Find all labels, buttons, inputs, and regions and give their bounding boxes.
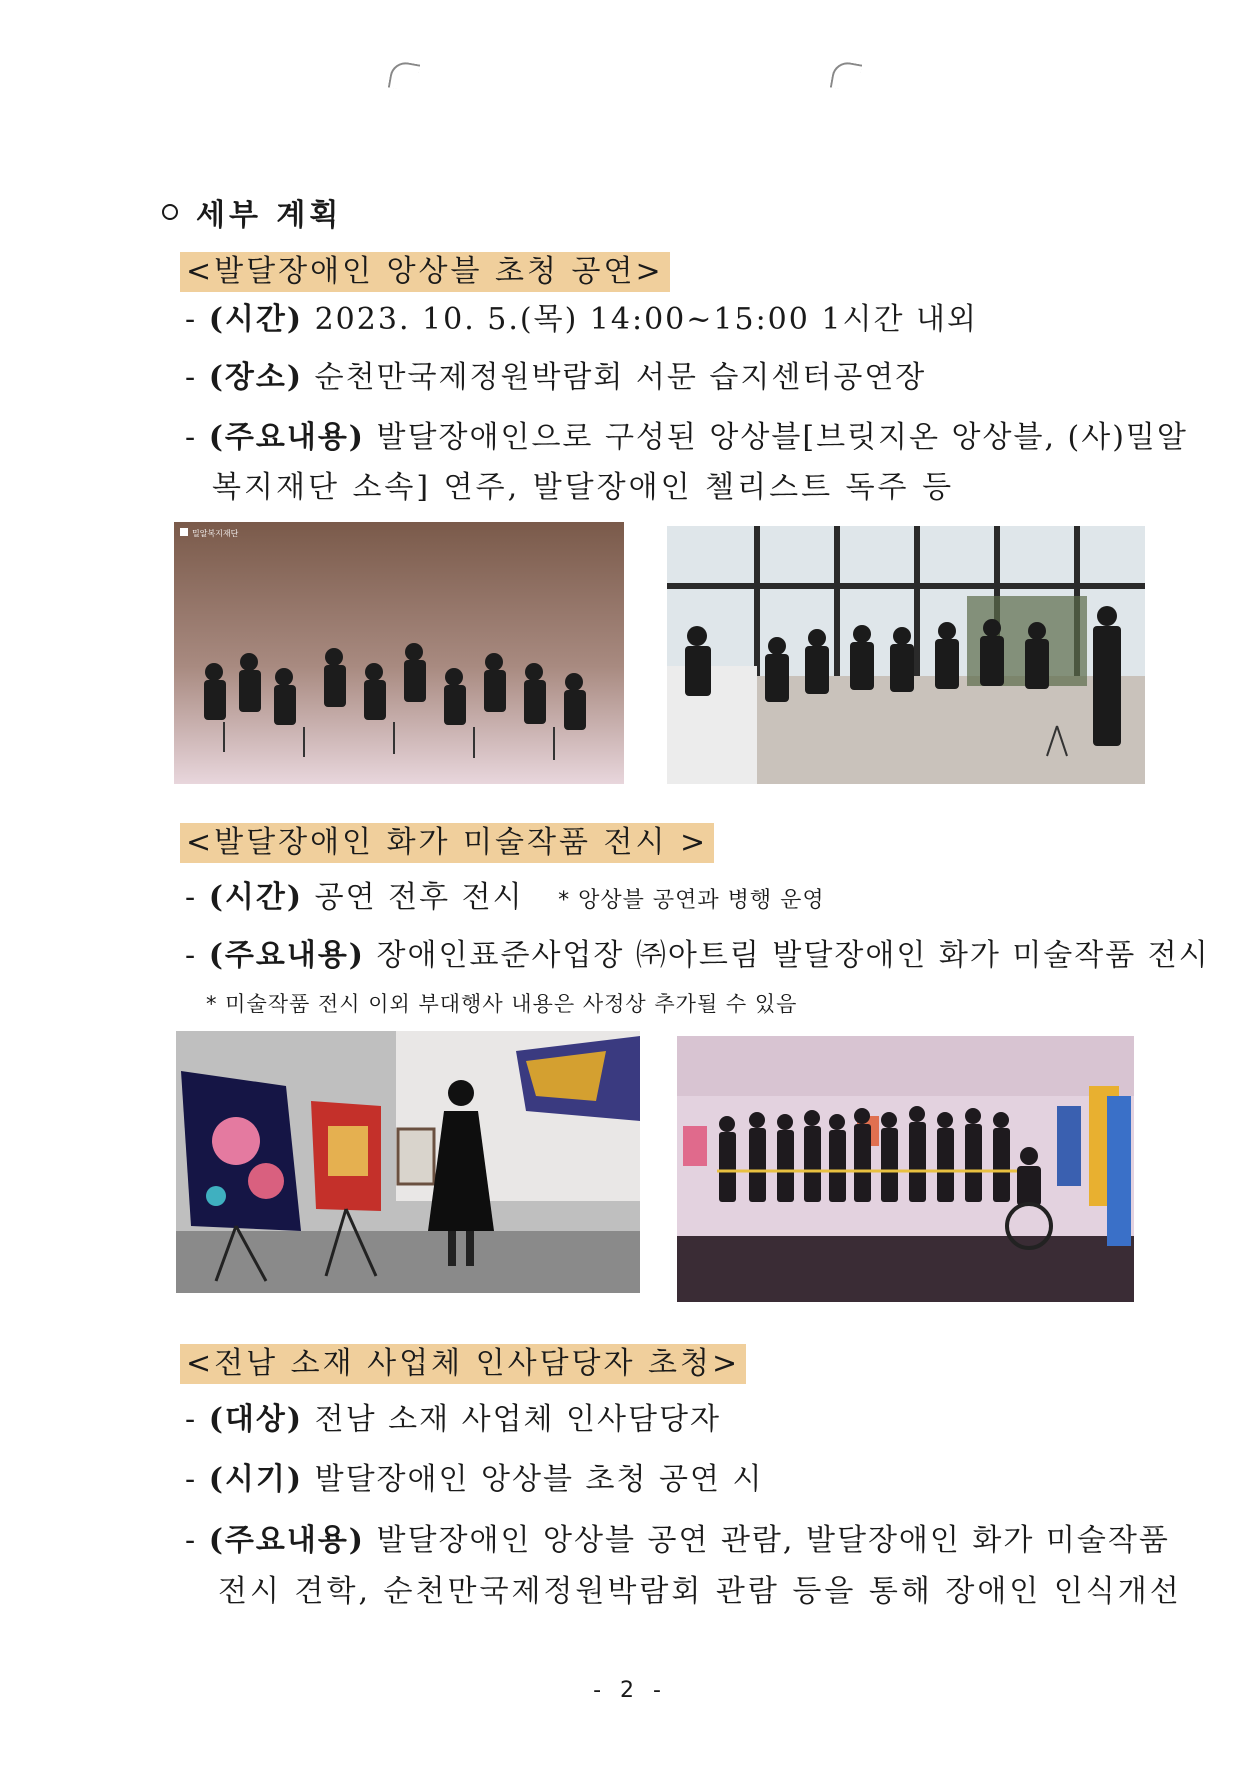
when-label: (시기): [208, 1462, 304, 1497]
content-label: (주요내용): [208, 938, 365, 973]
punch-hole-mark: [388, 60, 420, 92]
time-value: 공연 전후 전시: [314, 880, 524, 915]
ensemble-content-line: - (주요내용) 발달장애인으로 구성된 앙상블[브릿지온 앙상블, (사)밀알: [185, 420, 1188, 455]
ensemble-photo-left: [174, 522, 624, 784]
ensemble-heading: <발달장애인 앙상블 초청 공연>: [180, 252, 670, 292]
place-value: 순천만국제정원박람회 서문 습지센터공연장: [314, 360, 927, 395]
place-label: (장소): [208, 360, 304, 395]
content-value: 장애인표준사업장 ㈜아트림 발달장애인 화가 미술작품 전시: [376, 938, 1210, 973]
exhibition-photo-right: [677, 1036, 1134, 1302]
target-label: (대상): [208, 1402, 304, 1437]
circle-bullet-icon: [162, 204, 178, 220]
ensemble-time-line: - (시간) 2023. 10. 5.(목) 14:00~15:00 1시간 내외: [185, 302, 978, 337]
hr-invite-heading: <전남 소재 사업체 인사담당자 초청>: [180, 1344, 746, 1384]
content-value: 발달장애인 앙상블 공연 관람, 발달장애인 화가 미술작품: [376, 1523, 1170, 1558]
photo-watermark: 밀알복지재단: [192, 529, 239, 538]
time-value: 2023. 10. 5.(목) 14:00~15:00 1시간 내외: [314, 302, 978, 337]
hr-target-line: - (대상) 전남 소재 사업체 인사담당자: [185, 1402, 721, 1437]
ensemble-photo-right: [667, 526, 1145, 784]
content-value: 발달장애인으로 구성된 앙상블[브릿지온 앙상블, (사)밀알: [376, 420, 1188, 455]
time-note: * 앙상블 공연과 병행 운영: [558, 888, 825, 913]
hr-content-line: - (주요내용) 발달장애인 앙상블 공연 관람, 발달장애인 화가 미술작품: [185, 1523, 1170, 1558]
when-value: 발달장애인 앙상블 초청 공연 시: [314, 1462, 764, 1497]
exhibition-photo-left: [176, 1031, 640, 1293]
ensemble-content-continued: 복지재단 소속] 연주, 발달장애인 첼리스트 독주 등: [212, 470, 955, 505]
hr-content-continued: 전시 견학, 순천만국제정원박람회 관람 등을 통해 장애인 인식개선: [218, 1574, 1182, 1609]
exhibition-footnote: * 미술작품 전시 이외 부대행사 내용은 사정상 추가될 수 있음: [206, 992, 798, 1016]
section-title: 세부 계획: [196, 198, 343, 233]
content-label: (주요내용): [208, 1523, 365, 1558]
time-label: (시간): [208, 880, 304, 915]
page-number: - 2 -: [593, 1678, 667, 1703]
section-heading: [162, 190, 342, 234]
exhibition-content-line: - (주요내용) 장애인표준사업장 ㈜아트림 발달장애인 화가 미술작품 전시: [185, 938, 1210, 973]
content-label: (주요내용): [208, 420, 365, 455]
time-label: (시간): [208, 302, 304, 337]
punch-hole-mark: [830, 60, 862, 92]
exhibition-time-line: - (시간) 공연 전후 전시 * 앙상블 공연과 병행 운영: [185, 880, 825, 915]
target-value: 전남 소재 사업체 인사담당자: [314, 1402, 721, 1437]
ensemble-place-line: - (장소) 순천만국제정원박람회 서문 습지센터공연장: [185, 360, 927, 395]
hr-when-line: - (시기) 발달장애인 앙상블 초청 공연 시: [185, 1462, 764, 1497]
exhibition-heading: <발달장애인 화가 미술작품 전시 >: [180, 823, 714, 863]
